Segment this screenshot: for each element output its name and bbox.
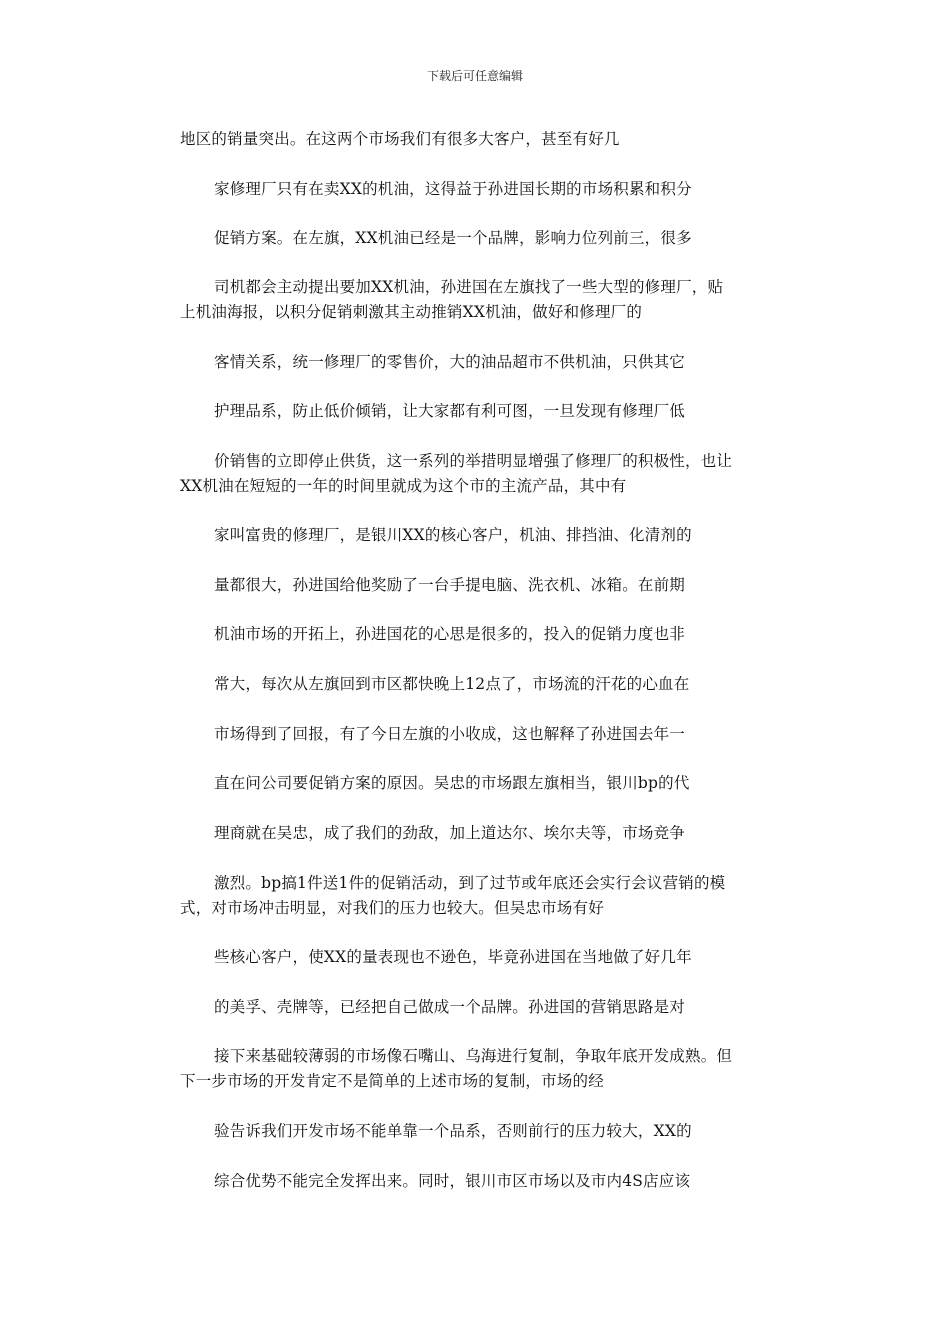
text-line: 激烈。bp搞1件送1件的促销活动，到了过节或年底还会实行会议营销的模 xyxy=(214,874,726,892)
text-line: 机油市场的开拓上，孙进国花的心思是很多的，投入的促销力度也非 xyxy=(214,625,686,643)
text-line: 直在问公司要促销方案的原因。吴忠的市场跟左旗相当，银川bp的代 xyxy=(214,774,690,792)
download-note-header: 下载后可任意编辑 xyxy=(426,69,523,83)
text-line: 下一步市场的开发肯定不是简单的上述市场的复制，市场的经 xyxy=(180,1072,604,1090)
text-line: 地区的销量突出。在这两个市场我们有很多大客户，甚至有好几 xyxy=(180,130,620,148)
text-line: 些核心客户，使XX的量表现也不逊色，毕竟孙进国在当地做了好几年 xyxy=(214,948,692,966)
text-line: 常大，每次从左旗回到市区都快晚上12点了，市场流的汗花的心血在 xyxy=(214,675,690,693)
text-line: 家叫富贵的修理厂，是银川XX的核心客户，机油、排挡油、化清剂的 xyxy=(214,526,692,544)
text-line: 司机都会主动提出要加XX机油，孙进国在左旗找了一些大型的修理厂，贴 xyxy=(214,278,724,296)
text-line: 客情关系，统一修理厂的零售价，大的油品超市不供机油，只供其它 xyxy=(214,353,686,371)
text-line: 量都很大，孙进国给他奖励了一台手提电脑、洗衣机、冰箱。在前期 xyxy=(214,576,686,594)
text-line: 价销售的立即停止供货，这一系列的举措明显增强了修理厂的积极性，也让 xyxy=(214,452,733,470)
text-line: 理商就在吴忠，成了我们的劲敌，加上道达尔、埃尔夫等，市场竞争 xyxy=(214,824,686,842)
text-line: 护理品系，防止低价倾销，让大家都有利可图，一旦发现有修理厂低 xyxy=(214,402,686,420)
text-line: 上机油海报，以积分促销刺激其主动推销XX机油，做好和修理厂的 xyxy=(180,303,643,321)
text-line: XX机油在短短的一年的时间里就成为这个市的主流产品，其中有 xyxy=(180,477,627,495)
text-line: 式，对市场冲击明显，对我们的压力也较大。但吴忠市场有好 xyxy=(180,899,604,917)
text-line: 促销方案。在左旗，XX机油已经是一个品牌，影响力位列前三，很多 xyxy=(214,229,692,247)
text-line: 家修理厂只有在卖XX的机油，这得益于孙进国长期的市场积累和积分 xyxy=(214,180,692,198)
text-line: 市场得到了回报，有了今日左旗的小收成，这也解释了孙进国去年一 xyxy=(214,725,686,743)
text-line: 验告诉我们开发市场不能单靠一个品系，否则前行的压力较大，XX的 xyxy=(214,1122,692,1140)
text-line: 的美孚、壳牌等，已经把自己做成一个品牌。孙进国的营销思路是对 xyxy=(214,998,686,1016)
text-line: 综合优势不能完全发挥出来。同时，银川市区市场以及市内4S店应该 xyxy=(214,1172,691,1190)
text-line: 接下来基础较薄弱的市场像石嘴山、乌海进行复制，争取年底开发成熟。但 xyxy=(214,1047,733,1065)
